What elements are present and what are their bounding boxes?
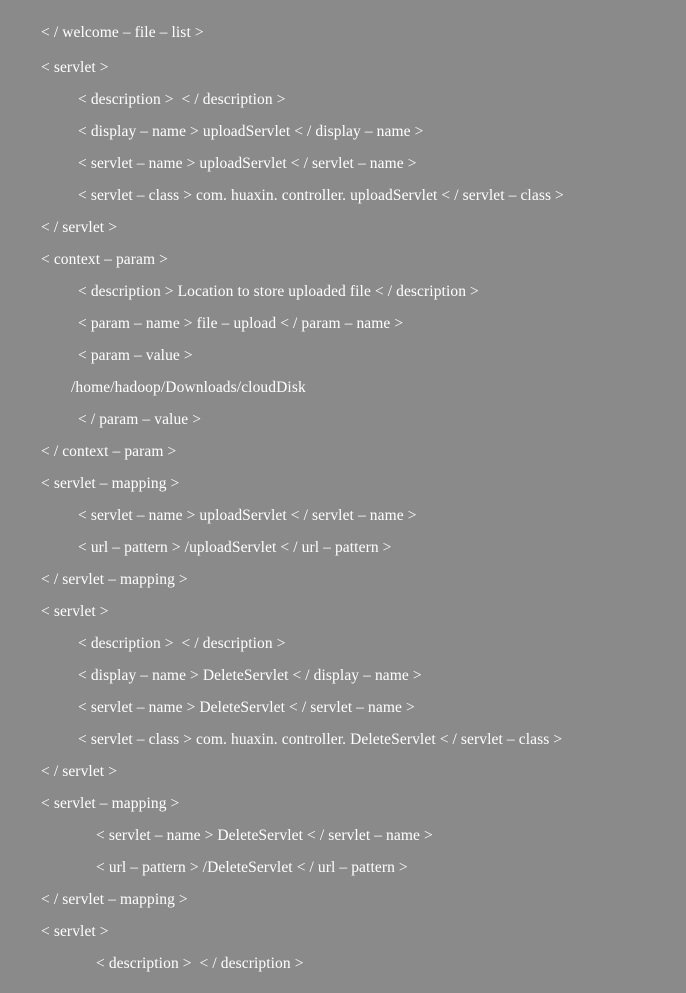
code-line: < / welcome – file – list > xyxy=(41,24,204,41)
code-line: < / param – value > xyxy=(78,411,202,428)
code-line: < param – value > xyxy=(78,347,193,364)
code-line: < description > Location to store uploaded file < / description > xyxy=(78,283,479,300)
code-line: < servlet – class > com. huaxin. controller. DeleteServlet < / servlet – class > xyxy=(78,731,563,748)
code-line: < / servlet – mapping > xyxy=(41,571,188,588)
code-line: < param – name > file – upload < / param – name > xyxy=(78,315,404,332)
code-line: < / context – param > xyxy=(41,443,177,460)
code-line: < / servlet > xyxy=(41,763,118,780)
code-line: < display – name > uploadServlet < / display – name > xyxy=(78,123,424,140)
code-line: < servlet > xyxy=(41,603,109,620)
code-line: < servlet > xyxy=(41,923,109,940)
code-line: < servlet – name > uploadServlet < / servlet – name > xyxy=(78,507,417,524)
code-line: < servlet – name > uploadServlet < / servlet – name > xyxy=(78,155,417,172)
code-line: < servlet – mapping > xyxy=(41,475,180,492)
code-line: < / servlet – mapping > xyxy=(41,891,188,908)
code-line: < url – pattern > /DeleteServlet < / url – pattern > xyxy=(96,859,408,876)
code-line: < description > < / description > xyxy=(96,955,304,972)
code-line: < servlet – name > DeleteServlet < / servlet – name > xyxy=(96,827,433,844)
code-line: < servlet – class > com. huaxin. controller. uploadServlet < / servlet – class > xyxy=(78,187,564,204)
code-line: /home/hadoop/Downloads/cloudDisk xyxy=(71,379,306,396)
code-line: < display – name > DeleteServlet < / display – name > xyxy=(78,667,422,684)
code-line: < servlet > xyxy=(41,59,109,76)
code-line: < description > < / description > xyxy=(78,91,286,108)
code-line: < description > < / description > xyxy=(78,635,286,652)
code-line: < servlet – name > DeleteServlet < / servlet – name > xyxy=(78,699,415,716)
code-line: < context – param > xyxy=(41,251,168,268)
code-line: < url – pattern > /uploadServlet < / url – pattern > xyxy=(78,539,392,556)
code-line: < / servlet > xyxy=(41,219,118,236)
code-line: < servlet – mapping > xyxy=(41,795,180,812)
